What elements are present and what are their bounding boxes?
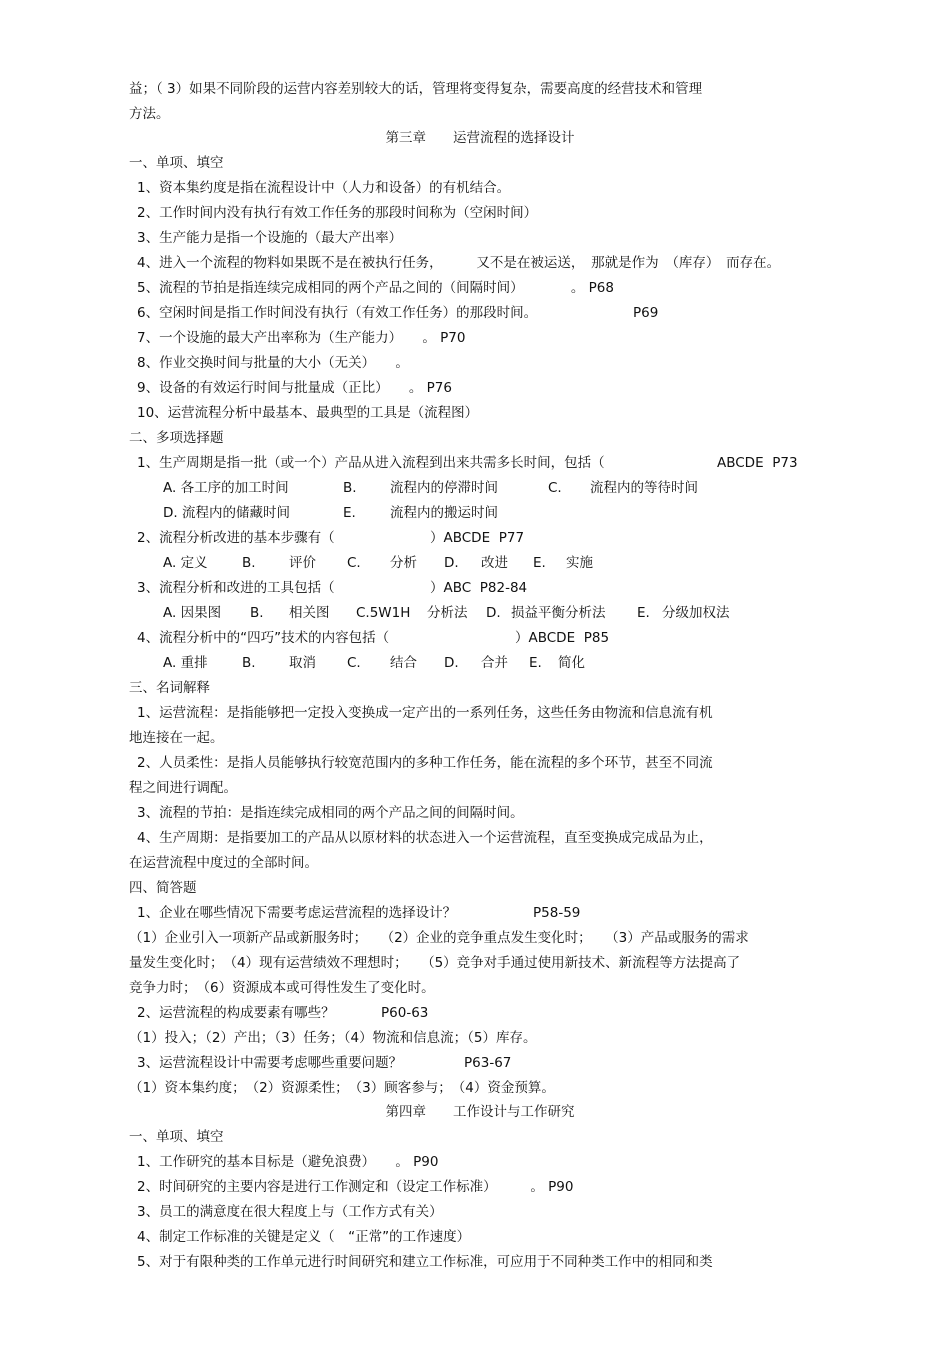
answer-line: （1）资本集约度； （2）资源柔性； （3）顾客参与； （4）资金预算。 <box>129 1080 555 1096</box>
answer-line: 量发生变化时； （4）现有运营绩效不理想时； （5）竞争对手通过使用新技术、新流程等方法提高了 <box>129 955 741 971</box>
page-ref: P58-59 <box>533 905 581 921</box>
page-ref: P76 <box>426 380 452 396</box>
mc-question: 1、生产周期是指一批（或一个）产品从进入流程到出来共需多长时间，包括（ <box>137 455 605 471</box>
fill-item: 6、空闲时间是指工作时间没有执行（有效工作任务）的那段时间。 <box>137 305 538 321</box>
mc-option: 损益平衡分析法 <box>511 605 606 621</box>
section-heading: 一、单项、填空 <box>129 1129 224 1145</box>
chapter-4-title: 第四章 工作设计与工作研究 <box>385 1104 575 1120</box>
fill-item: 10、运营流程分析中最基本、最典型的工具是（流程图） <box>137 405 479 421</box>
fill-item: 3、员工的满意度在很大程度上与（工作方式有关） <box>137 1204 443 1220</box>
answer-line: （1）投入；（2）产出；（3）任务；（4）物流和信息流；（5）库存。 <box>129 1030 537 1046</box>
short-question: 1、企业在哪些情况下需要考虑运营流程的选择设计？ <box>137 905 457 921</box>
page-ref: P90 <box>548 1179 574 1195</box>
fill-item: 2、工作时间内没有执行有效工作任务的那段时间称为（空闲时间） <box>137 205 538 221</box>
mc-option: 实施 <box>566 555 593 571</box>
page-ref: P69 <box>633 305 659 321</box>
mc-option: D. 流程内的储藏时间 <box>163 505 290 521</box>
page-ref: P90 <box>413 1154 439 1170</box>
page-ref: P68 <box>588 280 614 296</box>
intro-line: 方法。 <box>129 106 170 122</box>
intro-line: 益；（ 3）如果不同阶段的运营内容差别较大的话，管理将变得复杂，需要高度的经营技术和管理 <box>129 81 703 97</box>
page-ref: P70 <box>440 330 466 346</box>
fill-item: 4、制定工作标准的关键是定义（ “正常”的工作速度） <box>137 1229 471 1245</box>
section-heading: 二、多项选择题 <box>129 430 224 446</box>
mc-option-letter: E. <box>637 605 650 621</box>
mc-option-letter: E. <box>529 655 542 671</box>
mc-answer: ）ABCDE P77 <box>430 530 525 546</box>
mc-option-letter: D. <box>486 605 501 621</box>
mc-option-letter: D. <box>444 655 459 671</box>
mc-question: 3、流程分析和改进的工具包括（ <box>137 580 335 596</box>
fill-item: 1、工作研究的基本目标是（避免浪费） 。 P90 <box>137 1154 439 1170</box>
short-question: 3、运营流程设计中需要考虑哪些重要问题？ <box>137 1055 403 1071</box>
fill-item: 1、资本集约度是指在流程设计中（人力和设备）的有机结合。 <box>137 180 511 196</box>
mc-answer: ）ABCDE P85 <box>515 630 610 646</box>
page-ref: P77 <box>498 530 525 546</box>
answer-line: 竞争力时； （6）资源成本或可得性发生了变化时。 <box>129 980 435 996</box>
mc-option-letter: E. <box>343 505 356 521</box>
mc-option: 分析法 <box>427 605 468 621</box>
definition-line: 4、生产周期：是指要加工的产品从以原材料的状态进入一个运营流程，直至变换成完成品为止， <box>137 830 713 846</box>
mc-option: 流程内的搬运时间 <box>390 505 498 521</box>
mc-option-letter: C. <box>347 555 361 571</box>
mc-option-letter: C.5W1H <box>356 605 411 621</box>
fill-item: 7、一个设施的最大产出率称为（生产能力） 。 P70 <box>137 330 466 346</box>
mc-option-letter: C. <box>548 480 562 496</box>
page-ref: P82-84 <box>479 580 528 596</box>
mc-answer: ）ABC P82-84 <box>430 580 528 596</box>
mc-option: 流程内的停滞时间 <box>390 480 498 496</box>
mc-option: 改进 <box>481 555 508 571</box>
chapter-3-title: 第三章 运营流程的选择设计 <box>385 130 575 146</box>
page-ref: P85 <box>583 630 610 646</box>
definition-line: 程之间进行调配。 <box>129 780 237 796</box>
section-heading: 三、名词解释 <box>129 680 210 696</box>
mc-option: 分级加权法 <box>662 605 730 621</box>
section-heading: 四、简答题 <box>129 880 197 896</box>
mc-option-letter: D. <box>444 555 459 571</box>
mc-option-letter: B. <box>250 605 264 621</box>
mc-option: 流程内的等待时间 <box>590 480 698 496</box>
mc-option-letter: B. <box>242 655 256 671</box>
mc-option: A. 定义 <box>163 555 208 571</box>
mc-option: A. 因果图 <box>163 605 222 621</box>
mc-option: 分析 <box>390 555 417 571</box>
definition-line: 在运营流程中度过的全部时间。 <box>129 855 318 871</box>
mc-option-letter: C. <box>347 655 361 671</box>
mc-question: 2、流程分析改进的基本步骤有（ <box>137 530 335 546</box>
definition-line: 地连接在一起。 <box>129 730 224 746</box>
mc-option: 取消 <box>289 655 316 671</box>
mc-option: A. 各工序的加工时间 <box>163 480 289 496</box>
mc-question: 4、流程分析中的“四巧”技术的内容包括（ <box>137 630 390 646</box>
fill-item: 5、流程的节拍是指连续完成相同的两个产品之间的（间隔时间） 。 P68 <box>137 280 614 296</box>
fill-item: 3、生产能力是指一个设施的（最大产出率） <box>137 230 403 246</box>
definition-line: 1、运营流程：是指能够把一定投入变换成一定产出的一系列任务，这些任务由物流和信息流有机 <box>137 705 713 721</box>
mc-option: A. 重排 <box>163 655 208 671</box>
definition-line: 2、人员柔性：是指人员能够执行较宽范围内的多种工作任务，能在流程的多个环节，甚至不同流 <box>137 755 713 771</box>
answer-line: （1）企业引入一项新产品或新服务时； （2）企业的竞争重点发生变化时； （3）产品或服务的需求 <box>129 930 749 946</box>
mc-option: 相关图 <box>289 605 330 621</box>
fill-item: 5、对于有限种类的工作单元进行时间研究和建立工作标准，可应用于不同种类工作中的相同和类 <box>137 1254 713 1270</box>
page-ref: P63-67 <box>464 1055 512 1071</box>
definition-line: 3、流程的节拍：是指连续完成相同的两个产品之间的间隔时间。 <box>137 805 524 821</box>
mc-option: 简化 <box>558 655 585 671</box>
page-ref: P73 <box>772 455 798 471</box>
section-heading: 一、单项、填空 <box>129 155 224 171</box>
fill-item: 9、设备的有效运行时间与批量成（正比） 。 P76 <box>137 380 452 396</box>
fill-item: 4、进入一个流程的物料如果既不是在被执行任务， 又不是在被运送， 那就是作为 （库存） 而存在。 <box>137 255 781 271</box>
mc-option: 评价 <box>289 555 316 571</box>
page-ref: P60-63 <box>381 1005 429 1021</box>
mc-option-letter: B. <box>242 555 256 571</box>
mc-answer: ABCDE P73 <box>717 455 798 471</box>
short-question: 2、运营流程的构成要素有哪些？ <box>137 1005 335 1021</box>
mc-option-letter: E. <box>533 555 546 571</box>
mc-option: 结合 <box>390 655 417 671</box>
mc-option-letter: B. <box>343 480 357 496</box>
fill-item: 8、作业交换时间与批量的大小（无关） 。 <box>137 355 409 371</box>
mc-option: 合并 <box>481 655 508 671</box>
fill-item: 2、时间研究的主要内容是进行工作测定和（设定工作标准） 。 P90 <box>137 1179 574 1195</box>
